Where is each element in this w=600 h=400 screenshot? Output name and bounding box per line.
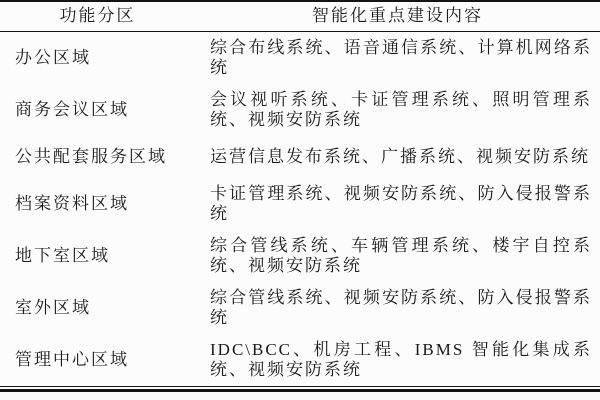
table-row — [0, 178, 600, 230]
column-header-zone: 功能分区 — [0, 1, 195, 32]
content-cell: 会议视听系统、卡证管理系统、照明管理系统、视频安防系统 — [210, 90, 592, 129]
content-cell: 运营信息发布系统、广播系统、视频安防系统 — [210, 147, 590, 166]
content-cell: 综合管线系统、视频安防系统、防入侵报警系统 — [210, 288, 592, 327]
column-header-content: 智能化重点建设内容 — [195, 1, 600, 32]
table-row — [0, 334, 600, 387]
table-row — [0, 230, 600, 282]
table-body — [0, 32, 600, 387]
zone-cell: 地下室区域 — [15, 246, 110, 265]
table-row — [0, 32, 600, 85]
zone-cell: 商务会议区域 — [15, 100, 129, 119]
content-cell: IDC\BCC、机房工程、IBMS 智能化集成系统、视频安防系统 — [210, 340, 592, 379]
zone-cell: 管理中心区域 — [15, 350, 129, 369]
content-cell: 综合布线系统、语音通信系统、计算机网络系统 — [210, 38, 592, 77]
table-row — [0, 84, 600, 136]
table-row — [0, 136, 600, 178]
zone-cell: 办公区域 — [15, 48, 91, 67]
table-header — [0, 1, 600, 32]
header-row — [0, 1, 600, 32]
zone-cell: 室外区域 — [15, 298, 91, 317]
content-cell: 综合管线系统、车辆管理系统、楼宇自控系统、视频安防系统 — [210, 236, 592, 275]
zone-cell: 档案资料区域 — [15, 194, 129, 213]
content-cell: 卡证管理系统、视频安防系统、防入侵报警系统 — [210, 184, 592, 223]
table-bottom-double-rule — [0, 389, 600, 392]
zone-cell: 公共配套服务区域 — [15, 147, 167, 166]
table-row — [0, 282, 600, 334]
